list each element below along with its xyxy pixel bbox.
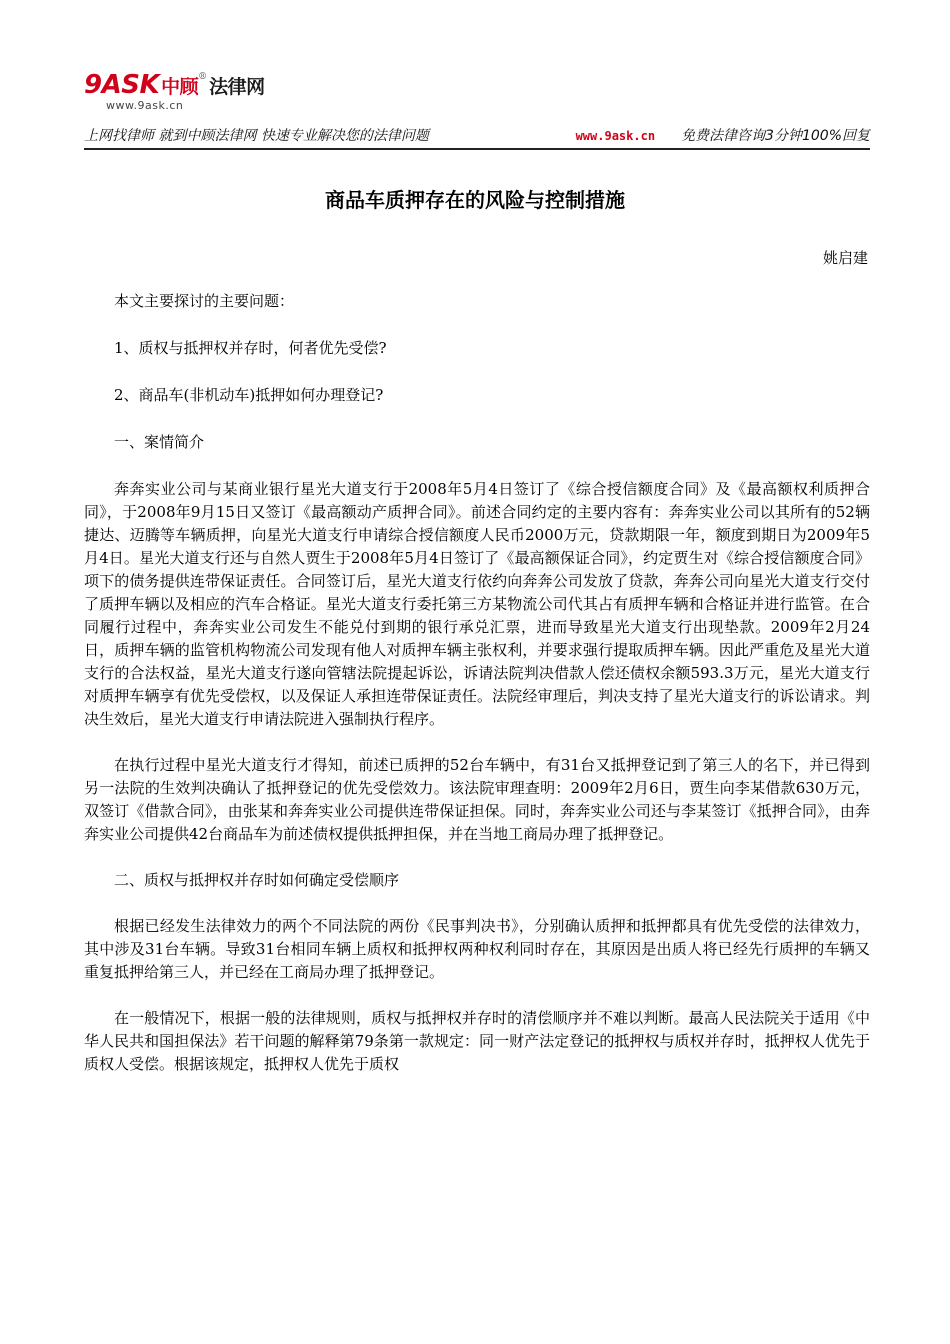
header-banner — [84, 126, 870, 150]
case-paragraph: 奔奔实业公司与某商业银行星光大道支行于2008年5月4日签订了《综合授信额度合同》及《最高额权利质押合同》，于2008年9月15日又签订《最高额动产质押合同》。前述合同约定的主要内容有：奔奔实业公司以其所有的52辆捷达、迈腾等车辆质押，向星光大道支行申请综合授信额度人民币2000万元，贷款期限一年，额度到期日为2009年5月4日。星光大道支行还与自然人贾生于2008年5月4日签订了《最高额保证合同》，约定贾生对《综合授信额度合同》项下的债务提供连带保证责任。合同签订后，星光大道支行依约向奔奔公司发放了贷款，奔奔公司向星光大道支行交付了质押车辆以及相应的汽车合格证。星光大道支行委托第三方某物流公司代其占有质押车辆和合格证并进行监管。在合同履行过程中，奔奔实业公司发生不能兑付到期的银行承兑汇票，进而导致星光大道支行出现垫款。2009年2月24日，质押车辆的监管机构物流公司发现有他人对质押车辆主张权利，并要求强行提取质押车辆。因此严重危及星光大道支行的合法权益，星光大道支行遂向管辖法院提起诉讼，诉请法院判决借款人偿还债权余额593.3万元，星光大道支行对质押车辆享有优先受偿权，以及保证人承担连带保证责任。法院经审理后，判决支持了星光大道支行的诉讼请求。判决生效后，星光大道支行申请法院进入强制执行程序。 — [84, 480, 870, 728]
registered-mark: ® — [198, 72, 208, 82]
promo-text: 免费法律咨询3分钟100%回复 — [681, 128, 870, 144]
document-body — [84, 290, 870, 1076]
site-logo[interactable] — [84, 70, 265, 120]
rule-paragraph: 在一般情况下，根据一般的法律规则，质权与抵押权并存时的清偿顺序并不难以判断。最高人民法院关于适用《中华人民共和国担保法》若干问题的解释第79条第一款规定：同一财产法定登记的抵押权与质权并存时，抵押权人优先于质权人受偿。根据该规定，抵押权人优先于质权 — [84, 1009, 870, 1073]
header-right — [576, 126, 870, 146]
question-2: 2、商品车(非机动车)抵押如何办理登记? — [114, 386, 384, 404]
question-1: 1、质权与抵押权并存时，何者优先受偿? — [114, 339, 387, 357]
header-tagline: 上网找律师 就到中顾法律网 快速专业解决您的法律问题 — [84, 128, 429, 144]
document-author: 姚启建 — [822, 249, 868, 267]
logo-law-text: 法律网 — [209, 76, 265, 98]
logo-url: www.9ask.cn — [106, 99, 184, 112]
document-title: 商品车质押存在的风险与控制措施 — [325, 188, 625, 212]
section-heading-2: 二、质权与抵押权并存时如何确定受偿顺序 — [114, 871, 400, 889]
judgment-paragraph: 根据已经发生法律效力的两个不同法院的两份《民事判决书》，分别确认质押和抵押都具有优先受偿的法律效力，其中涉及31台车辆。导致31台相同车辆上质权和抵押权两种权利同时存在，其原因是出质人将已经先行质押的车辆又重复抵押给第三人，并已经在工商局办理了抵押登记。 — [84, 917, 870, 981]
logo-wordmark: 9ASK 中顾 — [84, 70, 199, 100]
intro-paragraph: 本文主要探讨的主要问题： — [114, 292, 295, 310]
site-header — [84, 70, 870, 150]
section-heading-1: 一、案情简介 — [114, 433, 205, 451]
execution-paragraph: 在执行过程中星光大道支行才得知，前述已质押的52台车辆中，有31台又抵押登记到了第三人的名下，并已得到另一法院的生效判决确认了抵押登记的优先受偿效力。该法院审理查明：2009年2月6日，贾生向李某借款630万元，双签订《借款合同》，由张某和奔奔实业公司提供连带保证担保。同时，奔奔实业公司还与李某签订《抵押合同》，由奔奔实业公司提供42台商品车为前述债权提供抵押担保，并在当地工商局办理了抵押登记。 — [84, 756, 870, 843]
site-url-link[interactable]: www.9ask.cn — [575, 129, 656, 143]
